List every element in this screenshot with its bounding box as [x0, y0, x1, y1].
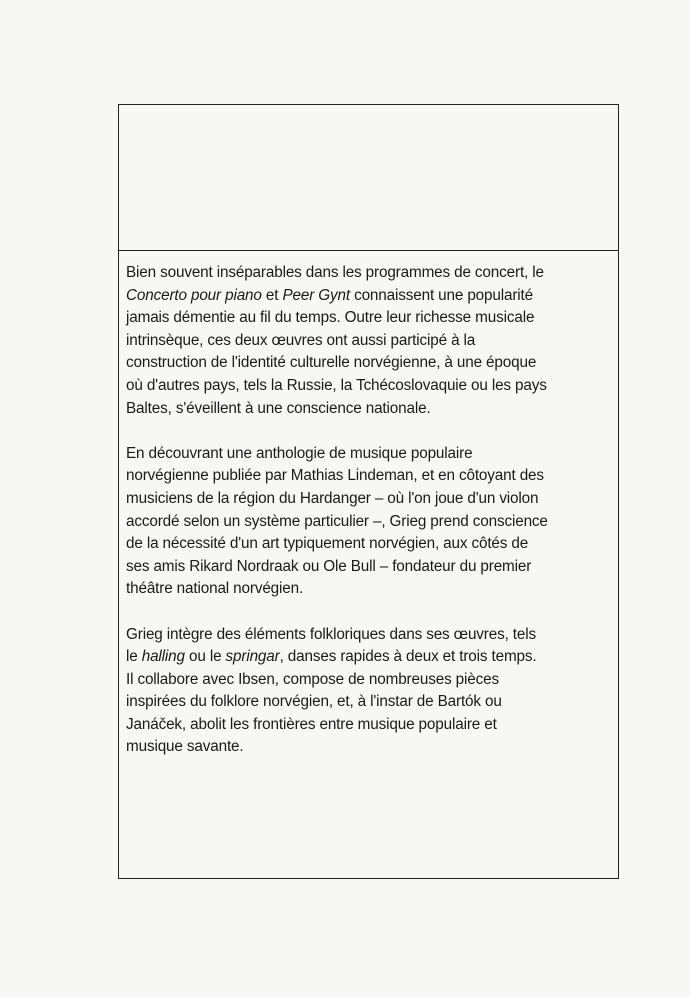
text-block: [126, 262, 616, 782]
text-run: et: [261, 286, 283, 304]
text-run: Grieg intègre des éléments folkloriques dans ses œuvres, tels: [126, 625, 537, 643]
text-run: Janáček, abolit les frontières entre musique populaire et: [126, 715, 497, 733]
italic-title: Peer Gynt: [282, 286, 350, 304]
text-frame: [118, 104, 619, 879]
paragraph: [126, 262, 616, 420]
text-run: ou le: [184, 648, 226, 666]
text-run: musiciens de la région du Hardanger – où l'on joue d'un violon: [126, 489, 539, 507]
text-run: musique savante.: [126, 738, 244, 756]
text-run: jamais démentie au fil du temps. Outre leur richesse musicale: [126, 309, 535, 327]
paragraph: [126, 624, 616, 760]
text-run: accordé selon un système particulier –, Grieg prend conscience: [126, 512, 548, 530]
text-run: Bien souvent inséparables dans les programmes de concert, le: [126, 264, 544, 281]
text-run: théâtre national norvégien.: [126, 580, 304, 598]
text-run: le: [126, 648, 142, 666]
text-run: intrinsèque, ces deux œuvres ont aussi participé à la: [126, 331, 476, 349]
text-run: de la nécessité d'un art typiquement norvégien, aux côtés de: [126, 535, 529, 553]
text-run: norvégienne publiée par Mathias Lindeman, et en côtoyant des: [126, 467, 544, 485]
text-run: Il collabore avec Ibsen, compose de nombreuses pièces: [126, 670, 499, 688]
text-run: En découvrant une anthologie de musique populaire: [126, 444, 473, 462]
italic-title: springar: [225, 648, 280, 666]
text-run: connaissent une popularité: [349, 286, 534, 304]
text-run: où d'autres pays, tels la Russie, la Tchécoslovaquie ou les pays: [126, 376, 547, 394]
text-run: construction de l'identité culturelle norvégienne, à une époque: [126, 354, 537, 372]
text-run: inspirées du folklore norvégien, et, à l'instar de Bartók ou: [126, 693, 502, 711]
italic-title: Concerto pour piano: [126, 286, 262, 304]
text-run: Baltes, s'éveillent à une conscience nationale.: [126, 399, 431, 417]
italic-title: halling: [141, 648, 185, 666]
text-run: ses amis Rikard Nordraak ou Ole Bull – fondateur du premier: [126, 557, 532, 575]
text-run: , danses rapides à deux et trois temps.: [279, 648, 537, 666]
paragraph: [126, 443, 616, 601]
frame-divider: [119, 250, 618, 251]
